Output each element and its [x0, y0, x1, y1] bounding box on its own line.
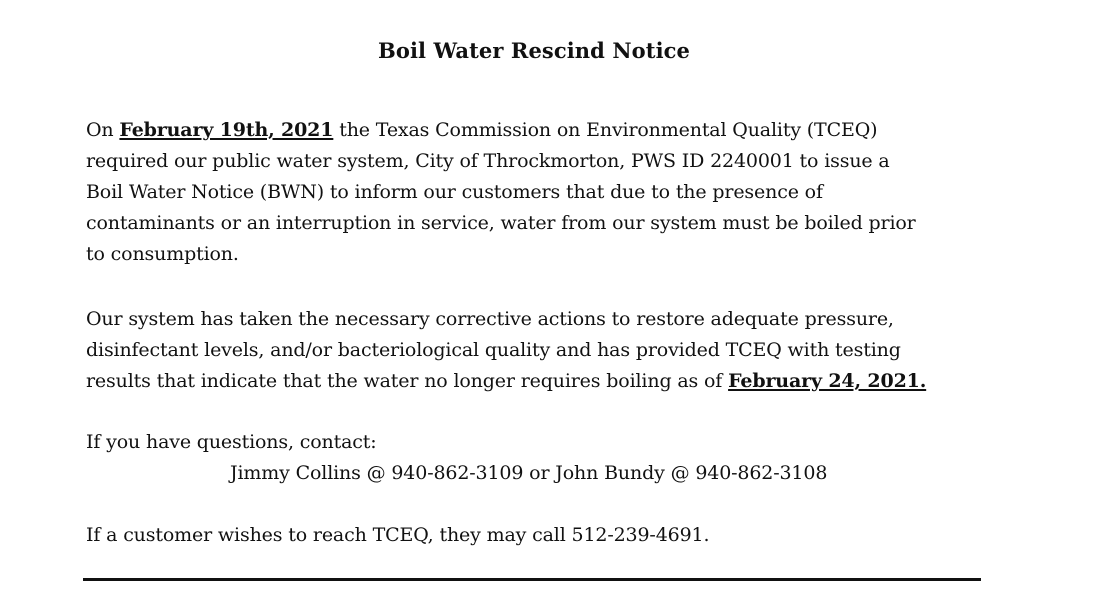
paragraph-line: required our public water system, City of Throckmorton, PWS ID 2240001 to issue a [86, 150, 890, 172]
paragraph-line [86, 115, 986, 146]
contact-numbers: Jimmy Collins @ 940-862-3109 or John Bundy @ 940-862-3108 [230, 462, 828, 484]
bottom-divider [83, 578, 981, 581]
paragraph-line: Our system has taken the necessary corrective actions to restore adequate pressure, [86, 308, 894, 330]
paragraph-contacts [86, 427, 986, 489]
paragraph-line: contaminants or an interruption in service, water from our system must be boiled prior [86, 212, 916, 234]
paragraph-line: Boil Water Notice (BWN) to inform our customers that due to the presence of [86, 181, 823, 203]
text-lead: results that indicate that the water no longer requires boiling as of [86, 370, 729, 392]
paragraph-line: to consumption. [86, 243, 239, 265]
paragraph-line: If you have questions, contact: [86, 431, 377, 453]
paragraph-corrective-actions [86, 304, 986, 397]
issue-date: February 19th, 2021 [119, 119, 334, 141]
paragraph-line: disinfectant levels, and/or bacteriological quality and has provided TCEQ with testing [86, 339, 901, 361]
text-lead: On [86, 119, 120, 141]
text-rest: the Texas Commission on Environmental Quality (TCEQ) [333, 119, 878, 141]
paragraph-tceq-contact [86, 520, 986, 551]
notice-title: Boil Water Rescind Notice [377, 38, 690, 63]
paragraph-bwn-issued [86, 115, 986, 270]
rescind-date: February 24, 2021. [728, 370, 927, 392]
paragraph-line [86, 366, 986, 397]
paragraph-line: If a customer wishes to reach TCEQ, they may call 512-239-4691. [86, 524, 710, 546]
